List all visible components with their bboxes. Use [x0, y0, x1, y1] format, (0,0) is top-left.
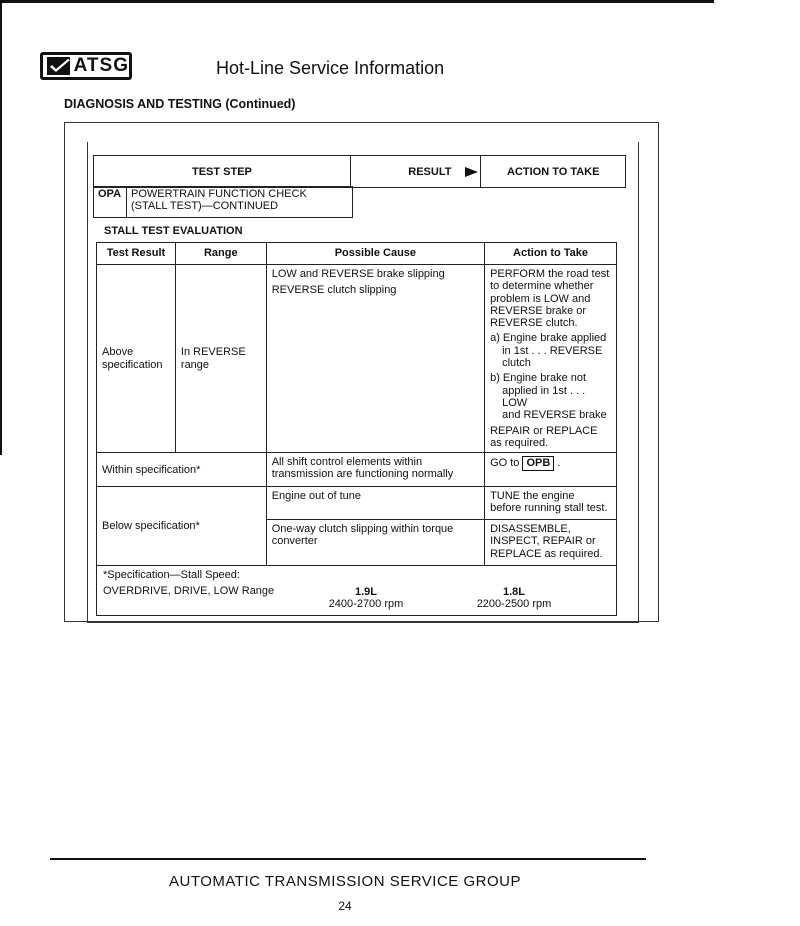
atsg-logo — [40, 52, 132, 80]
opa-step — [93, 186, 353, 218]
table-row — [97, 453, 617, 487]
section-heading: DIAGNOSIS AND TESTING (Continued) — [64, 97, 296, 111]
col-possible-cause: Possible Cause — [266, 243, 484, 265]
within-result: Within specification* — [97, 453, 267, 487]
page-header-title: Hot-Line Service Information — [216, 58, 445, 78]
stall-evaluation-table — [96, 242, 617, 566]
arrow-right-icon — [465, 167, 478, 177]
below-action-2: DISASSEMBLE, INSPECT, REPAIR or REPLACE as required. — [485, 520, 617, 566]
spec-18l: 1.8L 2200-2500 rpm — [476, 586, 552, 610]
above-result: Above specification — [97, 265, 176, 453]
result-heading: RESULT — [350, 156, 481, 188]
footer-org: AUTOMATIC TRANSMISSION SERVICE GROUP — [169, 873, 521, 890]
spec-range-label: OVERDRIVE, DRIVE, LOW Range — [103, 585, 275, 597]
col-action: Action to Take — [485, 243, 617, 265]
spec-heading: *Specification—Stall Speed: — [103, 569, 240, 581]
top-border — [0, 0, 714, 3]
col-test-result: Test Result — [97, 243, 176, 265]
page-number: 24 — [338, 899, 352, 913]
above-cause: LOW and REVERSE brake slipping REVERSE clutch slipping — [266, 265, 484, 453]
above-range: In REVERSE range — [175, 265, 266, 453]
opb-reference: OPB — [522, 456, 554, 471]
left-border — [0, 0, 2, 455]
below-result: Below specification* — [97, 487, 267, 566]
col-range: Range — [175, 243, 266, 265]
within-cause: All shift control elements within transmission are functioning normally — [266, 453, 484, 487]
table-row — [97, 265, 617, 453]
bottom-rule — [50, 858, 646, 860]
test-step-header — [93, 155, 626, 188]
action-heading: ACTION TO TAKE — [481, 156, 626, 188]
test-step-heading: TEST STEP — [94, 156, 351, 188]
table-row — [97, 487, 617, 520]
below-action-1: TUNE the engine before running stall test. — [485, 487, 617, 520]
logo-text: ATSG — [73, 55, 129, 76]
opa-code: OPA — [94, 187, 127, 218]
below-cause-2: One-way clutch slipping within torque converter — [266, 520, 484, 566]
within-action: GO to OPB . — [485, 453, 617, 487]
table-header-row — [97, 243, 617, 265]
below-cause-1: Engine out of tune — [266, 487, 484, 520]
spec-19l: 1.9L 2400-2700 rpm — [328, 586, 404, 610]
above-action: PERFORM the road test to determine whether problem is LOW and REVERSE brake or REVERSE clutch. a) Engine brake applied in 1st . . . REVERSE clutch b) Engine brake not applied in 1st . . . LOW and REVERSE brake REPAIR or REPLACE as required. — [485, 265, 617, 453]
opa-description: POWERTRAIN FUNCTION CHECK (STALL TEST)—CONTINUED — [127, 187, 353, 218]
logo-mark-icon — [47, 57, 70, 75]
stall-speed-specification — [96, 560, 617, 616]
stall-test-title: STALL TEST EVALUATION — [104, 225, 243, 237]
